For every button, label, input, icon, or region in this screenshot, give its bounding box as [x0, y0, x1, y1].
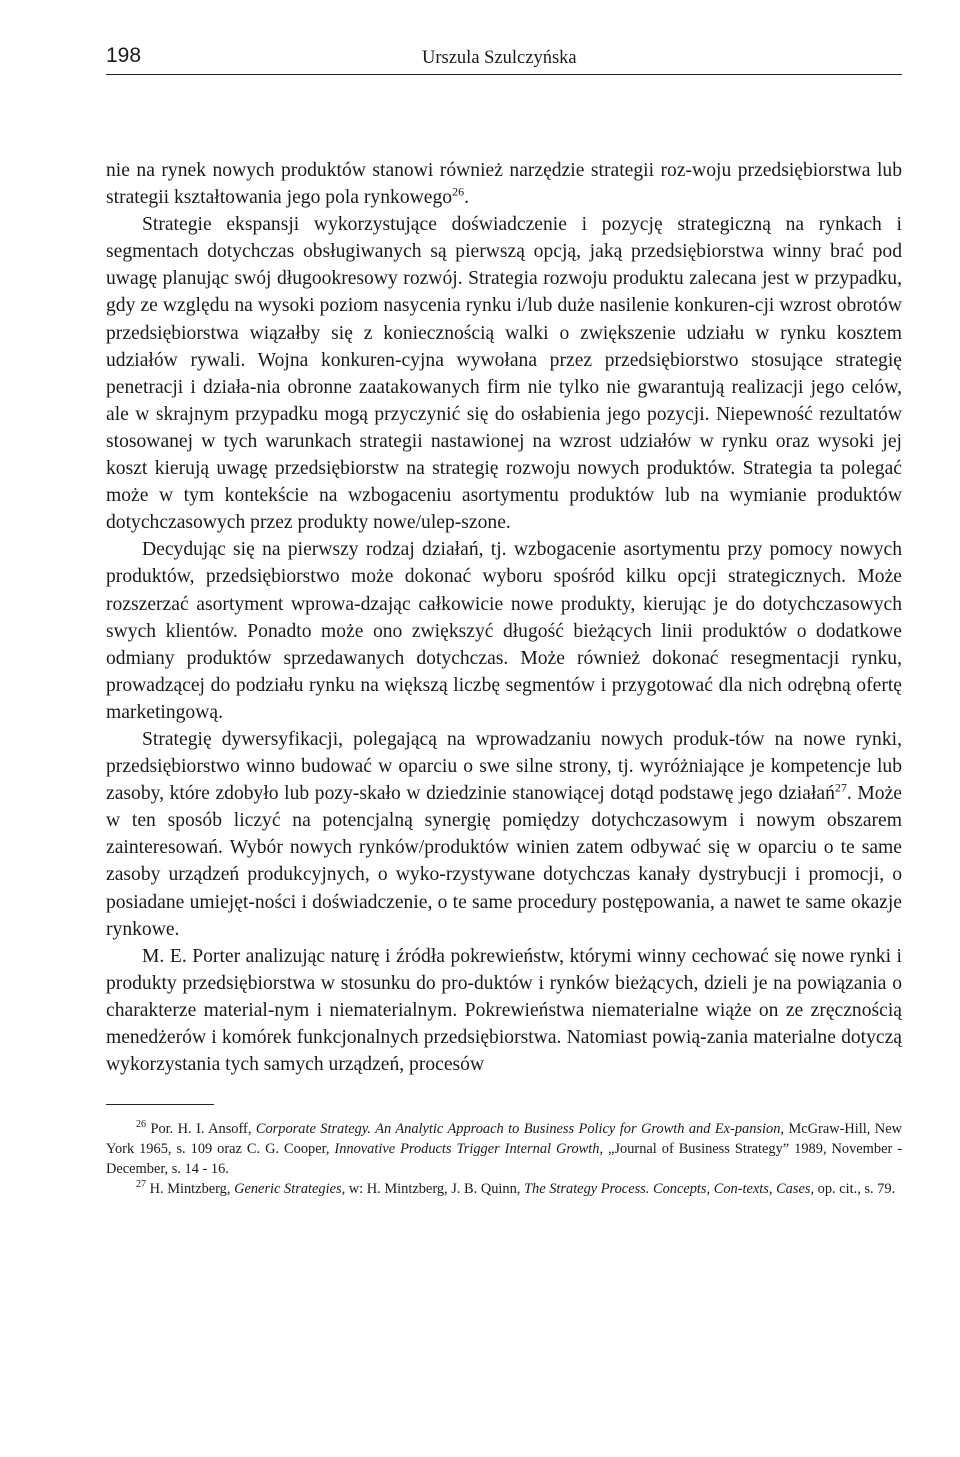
paragraph-1-end: . — [464, 187, 469, 209]
footnote-26-title-2: Innovative Products Trigger Internal Growth — [334, 1141, 600, 1158]
footnote-27 — [106, 1179, 902, 1199]
footnote-27-part-5: , op. cit., s. 79. — [810, 1181, 896, 1198]
running-head — [106, 40, 902, 75]
footnote-26-part-5: , „Journal of Business Strategy” 1989, November - December, s. 14 - 16. — [106, 1141, 903, 1178]
footnote-26-part-3: , McGraw-Hill, New York 1965, s. 109 oraz C. G. Cooper, — [106, 1121, 902, 1158]
footnote-26-part-1: Por. H. I. Ansoff, — [150, 1121, 256, 1138]
paragraph-4-text-b: . Może w ten sposób liczyć na potencjalną synergię pomiędzy dotychczasowym i nowym obszarem zainteresowań. Wybór nowych rynków/produktów winien zatem odbywać się w oparciu o te same zasoby urządzeń produkcyjnych, o wyko-rzystywane dotychczas kanały dystrybucji i promocji, o posiadane umiejęt-ności i doświadczenie, o te same procedury postępowania, a nawet te same okazje rynkowe. — [106, 783, 902, 940]
footnote-27-title-2: The Strategy Process. Concepts, Con-texts, Cases — [524, 1181, 811, 1198]
footnote-27-title-1: Generic Strategies — [234, 1181, 342, 1198]
footnote-divider — [106, 1104, 214, 1105]
running-head-author: Urszula Szulczyńska — [422, 48, 577, 68]
paragraph-4-text-a: Strategię dywersyfikacji, polegającą na wprowadzaniu nowych produk-tów na nowe rynki, przedsiębiorstwo winno budować w oparciu o swe silne strony, tj. wyróżniające je kompetencje lub zasoby, które zdobyło lub pozy-skało w dziedzinie stanowiącej dotąd podstawę jego działań — [106, 728, 902, 805]
paragraph-5: M. E. Porter analizując naturę i źródła pokrewieństw, którymi winny cechować się nowe rynki i produkty przedsiębiorstwa w stosunku do pro-duktów i rynków bieżących, dzieli je na powiązania o charakterze material-nym i niematerialnym. Pokrewieństwa niematerialne wiąże on ze zręcznością menedżerów i komórek funkcjonalnych przedsiębiorstwa. Natomiast powią-zania materialne dotyczą wykorzystania tych samych urządzeń, procesów — [106, 945, 902, 1076]
footnote-27-number: 27 — [136, 1179, 146, 1191]
footnote-26-title-1: Corporate Strategy. An Analytic Approach to Business Policy for Growth and Ex-pansion — [255, 1121, 781, 1138]
paragraph-1 — [106, 157, 902, 211]
paragraph-4 — [106, 726, 902, 943]
footnotes — [106, 1119, 902, 1199]
footnote-26-number: 26 — [136, 1119, 146, 1131]
main-text — [106, 157, 902, 1078]
paragraph-2: Strategie ekspansji wykorzystujące doświadczenie i pozycję strategiczną na rynkach i segmentach dotychczas obsługiwanych są pierwszą opcją, jaką przedsiębiorstwa winny brać pod uwagę planując swój długookresowy rozwój. Strategia rozwoju produktu zalecana jest w przypadku, gdy ze względu na wysoki poziom nasycenia rynku i/lub duże nasilenie konkuren-cji wzrost obrotów przedsiębiorstwa wiązałby się z koniecznością walki o zwiększenie udziału w rynku kosztem udziałów rywali. Wojna konkuren-cyjna wywołana przez przedsiębiorstwo stosujące strategię penetracji i działa-nia obronne zaatakowanych firm nie tylko nie gwarantują realizacji jego celów, ale w skrajnym przypadku mogą przyczynić się do osłabienia jego pozycji. Niepewność rezultatów stosowanej w tych warunkach strategii nastawionej na wzrost udziałów w rynku oraz wysoki jej koszt kierują uwagę przedsiębiorstw na strategię rozwoju nowych produktów. Strategia ta polegać może w tym kontekście na wzbogaceniu asortymentu produktów lub na wymianie produktów dotychczasowych przez produkty nowe/ulep-szone. — [106, 214, 902, 534]
paragraph-3: Decydując się na pierwszy rodzaj działań, tj. wzbogacenie asortymentu przy pomocy nowych produktów, przedsiębiorstwo może dokonać wyboru spośród kilku opcji strategicznych. Może rozszerzać asortyment wprowa-dzając całkowicie nowe produkty, kierując je do dotychczasowych swych klientów. Ponadto może ono zwiększyć długość bieżących linii produktów o dodatkowe odmiany produktów sprzedawanych dotychczas. Może również dokonać resegmentacji rynku, prowadzącej do podziału rynku na większą liczbę segmentów i przygotować dla nich odrębną ofertę marketingową. — [106, 539, 902, 723]
paragraph-1-text: nie na rynek nowych produktów stanowi również narzędzie strategii roz-woju przedsiębiorstwa lub strategii kształtowania jego pola rynkowego — [106, 160, 902, 209]
footnote-27-part-3: , w: H. Mintzberg, J. B. Quinn, — [341, 1181, 525, 1198]
footnote-ref-26: 26 — [452, 184, 465, 199]
page-number: 198 — [106, 44, 142, 67]
book-page — [106, 40, 902, 1199]
footnote-ref-27: 27 — [834, 780, 847, 795]
footnote-26 — [106, 1119, 902, 1179]
footnote-27-part-1: H. Mintzberg, — [149, 1181, 235, 1198]
